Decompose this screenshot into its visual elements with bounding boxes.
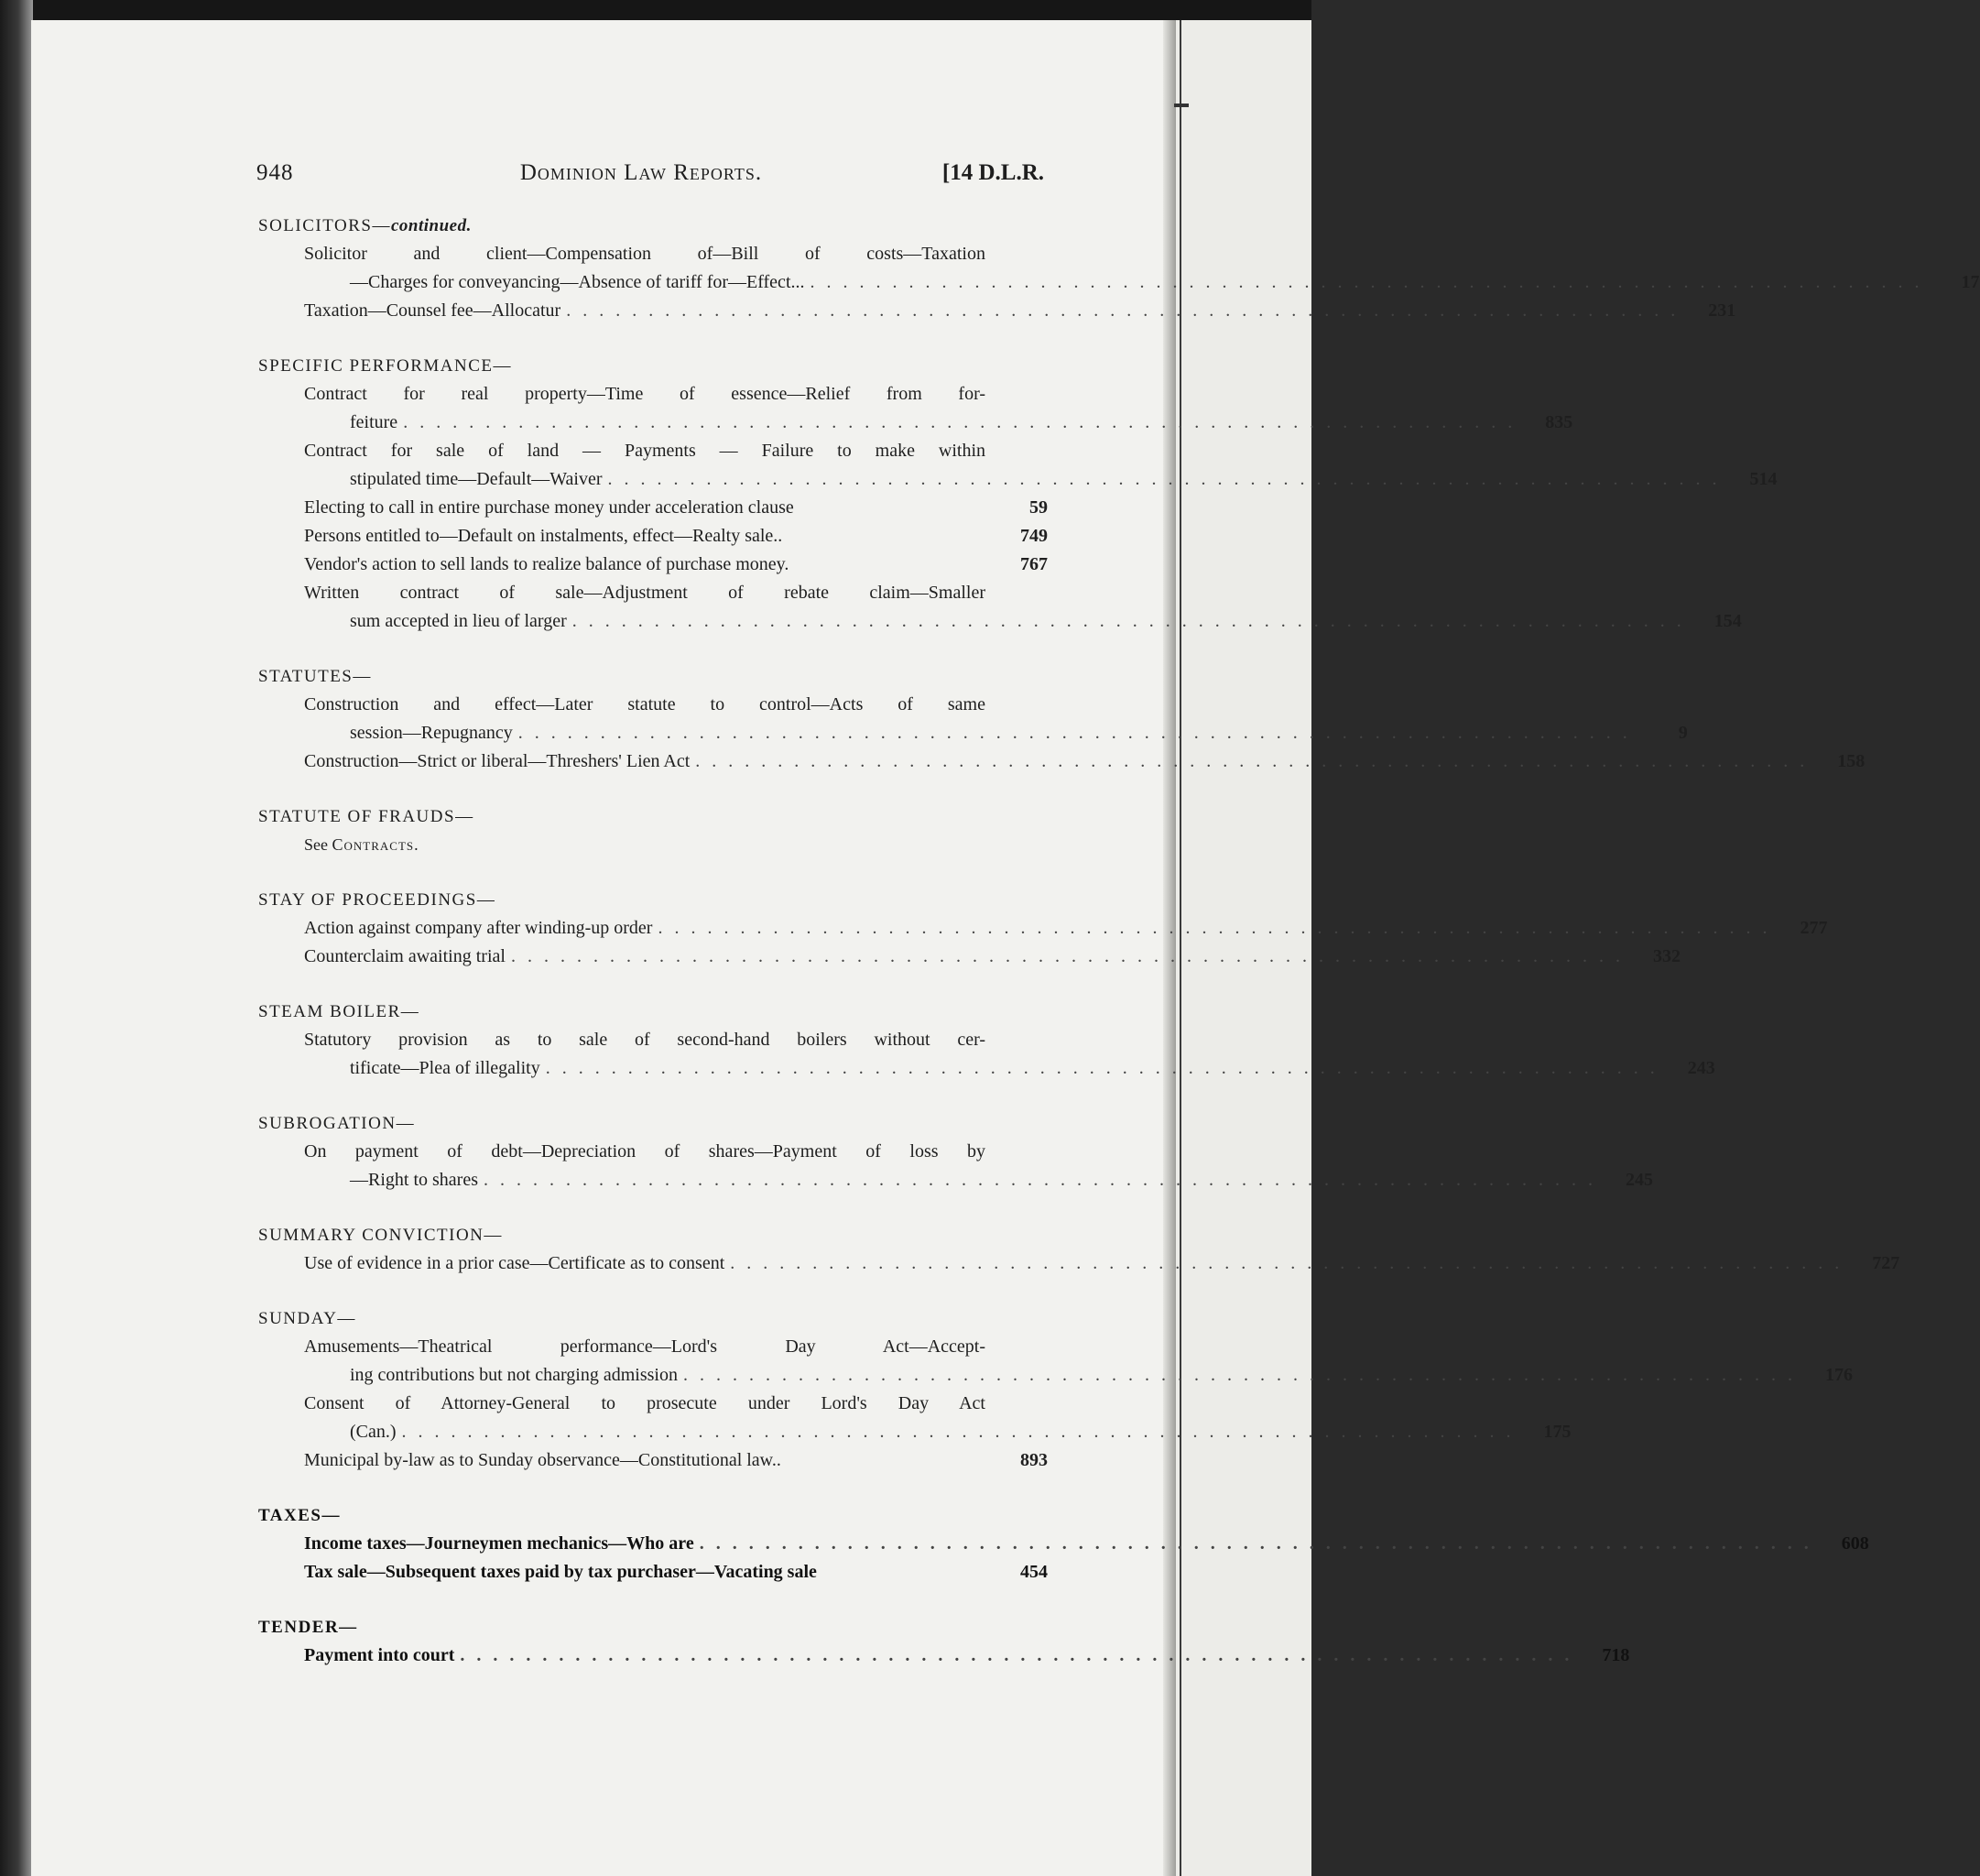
entry-line: On payment of debt—Depreciation of shares—Payment of loss by — [304, 1141, 985, 1162]
index-section — [258, 1222, 1900, 1278]
entry-line — [258, 1446, 1048, 1475]
section-heading-text: SUBROGATION— — [258, 1114, 416, 1133]
cross-reference — [258, 831, 1048, 859]
page-reference: 59 — [1029, 497, 1048, 518]
entry-line — [258, 1530, 1869, 1558]
entry-line — [258, 409, 1573, 437]
index-entry — [258, 1026, 1715, 1083]
section-heading — [258, 803, 1048, 831]
entry-line — [258, 719, 1688, 747]
index-entry — [258, 1249, 1900, 1278]
section-heading — [258, 887, 1048, 914]
entry-line: Consent of Attorney-General to prosecute under Lord's Day Act — [304, 1393, 985, 1413]
dot-leader — [794, 551, 991, 579]
index-entry — [258, 240, 1980, 297]
section-heading-text: STEAM BOILER— — [258, 1002, 420, 1021]
dot-leader — [788, 522, 991, 551]
entry-line: Solicitor and client—Compensation of—Bill of costs—Taxation — [304, 244, 985, 264]
volume-label: [14 D.L.R. — [941, 160, 1044, 185]
entry-text: —Right to shares — [350, 1170, 478, 1190]
page-reference: 893 — [1020, 1450, 1048, 1470]
index-entry — [258, 579, 1742, 636]
section-heading — [258, 1110, 1048, 1138]
section-heading-text: SUNDAY— — [258, 1309, 356, 1328]
page-reference: 231 — [1708, 300, 1736, 321]
cross-reference-prefix: See — [304, 835, 328, 854]
dot-leader: . . . . . . . . . . . . . . . . . . . . . . . . . . . . . . . . . . . . . . . . . . . . . . . . . . . . . . . . . . . . . . . . . . . . — [730, 1253, 1844, 1273]
entry-text: Use of evidence in a prior case—Certificate as to consent — [304, 1253, 725, 1273]
dot-leader: . . . . . . . . . . . . . . . . . . . . . . . . . . . . . . . . . . . . . . . . . . . . . . . . . . . . . . . . . . . . . . . . . . . . — [484, 1170, 1596, 1190]
running-head — [238, 160, 1044, 193]
page-reference: 158 — [1837, 751, 1866, 771]
entry-line — [258, 1249, 1900, 1278]
entry-text: Construction—Strict or liberal—Threshers' Lien Act — [304, 751, 691, 771]
entry-line — [258, 1054, 1715, 1083]
entry-line — [258, 1642, 1630, 1670]
entry-text: (Can.) — [350, 1422, 397, 1442]
index-entry — [258, 1558, 1048, 1587]
page-number: 948 — [256, 160, 294, 185]
entry-text: Electing to call in entire purchase money under acceleration clause — [304, 497, 794, 518]
entry-line — [258, 607, 1742, 636]
page-reference: 454 — [1020, 1562, 1048, 1582]
scan-top-edge — [0, 0, 1311, 20]
index-section — [258, 887, 1828, 971]
entry-line — [258, 1418, 1572, 1446]
dot-leader: . . . . . . . . . . . . . . . . . . . . . . . . . . . . . . . . . . . . . . . . . . . . . . . . . . . . . . . . . . . . . . . . . . . . — [460, 1645, 1573, 1665]
facing-page-mark — [1174, 104, 1189, 107]
index-section — [258, 213, 1980, 325]
page-reference: 9 — [1678, 723, 1688, 743]
entry-line — [258, 268, 1980, 297]
page-reference: 332 — [1652, 946, 1681, 966]
section-heading — [258, 998, 1048, 1026]
cross-reference-target: Contracts. — [332, 835, 419, 854]
section-heading — [258, 1305, 1048, 1333]
entry-line — [258, 1166, 1653, 1194]
entry-text: session—Repugnancy — [350, 723, 513, 743]
dot-leader: . . . . . . . . . . . . . . . . . . . . . . . . . . . . . . . . . . . . . . . . . . . . . . . . . . . . . . . . . . . . . . . . . . . . — [566, 300, 1680, 321]
index-section — [258, 803, 1048, 859]
entry-line: Written contract of sale—Adjustment of rebate claim—Smaller — [304, 583, 985, 603]
dot-leader: . . . . . . . . . . . . . . . . . . . . . . . . . . . . . . . . . . . . . . . . . . . . . . . . . . . . . . . . . . . . . . . . . . . . — [682, 1365, 1796, 1385]
index-entry — [258, 1390, 1572, 1446]
entry-text: Municipal by-law as to Sunday observance—Constitutional law.. — [304, 1450, 781, 1470]
index-section — [258, 998, 1715, 1083]
index-section — [258, 1110, 1653, 1194]
index-entry — [258, 437, 1778, 494]
section-heading-text: STAY OF PROCEEDINGS— — [258, 890, 496, 910]
entry-line — [258, 494, 1048, 522]
entry-line: Statutory provision as to sale of second-hand boilers without cer- — [304, 1030, 985, 1050]
entry-line: Contract for real property—Time of essence—Relief from for- — [304, 384, 985, 404]
page-reference: 514 — [1749, 469, 1778, 489]
entry-line: Contract for sale of land — Payments — Failure to make within — [304, 441, 985, 461]
index-entry — [258, 691, 1688, 747]
dot-leader — [800, 494, 991, 522]
page-reference: 154 — [1713, 611, 1742, 631]
section-heading-text: STATUTE OF FRAUDS— — [258, 807, 474, 826]
entry-line — [258, 943, 1681, 971]
dot-leader: . . . . . . . . . . . . . . . . . . . . . . . . . . . . . . . . . . . . . . . . . . . . . . . . . . . . . . . . . . . . . . . . . . . . — [607, 469, 1721, 489]
entry-line: Amusements—Theatrical performance—Lord's Day Act—Accept- — [304, 1336, 985, 1357]
page-reference: 608 — [1841, 1533, 1869, 1554]
page-reference: 767 — [1020, 554, 1048, 574]
entry-text: ing contributions but not charging admission — [350, 1365, 678, 1385]
section-heading — [258, 1614, 1048, 1642]
dot-leader: . . . . . . . . . . . . . . . . . . . . . . . . . . . . . . . . . . . . . . . . . . . . . . . . . . . . . . . . . . . . . . . . . . . . — [658, 918, 1771, 938]
entry-text: tificate—Plea of illegality — [350, 1058, 540, 1078]
entry-text: Payment into court — [304, 1645, 455, 1665]
page-reference: 727 — [1872, 1253, 1900, 1273]
index-section — [258, 1305, 1853, 1475]
index-section — [258, 1614, 1630, 1670]
entry-text: stipulated time—Default—Waiver — [350, 469, 603, 489]
entry-line — [258, 1558, 1048, 1587]
entry-line — [258, 747, 1866, 776]
entry-line — [258, 551, 1048, 579]
section-heading-text: SOLICITORS— — [258, 216, 391, 235]
section-heading-text: TENDER— — [258, 1618, 358, 1637]
index-entry — [258, 1138, 1653, 1194]
index-entry — [258, 943, 1681, 971]
index-section — [258, 353, 1778, 636]
journal-title: Dominion Law Reports. — [519, 160, 763, 185]
section-heading — [258, 353, 1048, 380]
entry-text: Action against company after winding-up order — [304, 918, 653, 938]
entry-line: Construction and effect—Later statute to control—Acts of same — [304, 694, 985, 714]
section-heading-text: SPECIFIC PERFORMANCE— — [258, 356, 512, 376]
page-reference: 176 — [1824, 1365, 1853, 1385]
entry-text: Vendor's action to sell lands to realize balance of purchase money. — [304, 554, 789, 574]
entry-line — [258, 465, 1778, 494]
dot-leader: . . . . . . . . . . . . . . . . . . . . . . . . . . . . . . . . . . . . . . . . . . . . . . . . . . . . . . . . . . . . . . . . . . . . — [401, 1422, 1515, 1442]
index-entry — [258, 1333, 1853, 1390]
index-entries — [258, 213, 1980, 1670]
page-reference: 243 — [1687, 1058, 1715, 1078]
entry-text: Counterclaim awaiting trial — [304, 946, 506, 966]
dot-leader: . . . . . . . . . . . . . . . . . . . . . . . . . . . . . . . . . . . . . . . . . . . . . . . . . . . . . . . . . . . . . . . . . . . . — [810, 272, 1923, 292]
section-heading-text: STATUTES— — [258, 667, 372, 686]
index-entry — [258, 551, 1048, 579]
section-heading-text: TAXES— — [258, 1506, 341, 1525]
dot-leader — [822, 1558, 991, 1587]
page-reference: 718 — [1602, 1645, 1630, 1665]
section-heading — [258, 1222, 1048, 1249]
index-entry — [258, 1642, 1630, 1670]
entry-line — [258, 1361, 1853, 1390]
index-entry — [258, 380, 1573, 437]
dot-leader — [787, 1446, 991, 1475]
entry-text: Taxation—Counsel fee—Allocatur — [304, 300, 561, 321]
dot-leader: . . . . . . . . . . . . . . . . . . . . . . . . . . . . . . . . . . . . . . . . . . . . . . . . . . . . . . . . . . . . . . . . . . . . — [403, 412, 1517, 432]
page-reference: 175 — [1543, 1422, 1572, 1442]
index-entry — [258, 914, 1828, 943]
page-reference: 17 — [1961, 272, 1980, 292]
entry-line — [258, 914, 1828, 943]
page-reference: 245 — [1626, 1170, 1653, 1190]
section-heading-text: SUMMARY CONVICTION— — [258, 1226, 503, 1245]
page-reference: 277 — [1800, 918, 1828, 938]
dot-leader: . . . . . . . . . . . . . . . . . . . . . . . . . . . . . . . . . . . . . . . . . . . . . . . . . . . . . . . . . . . . . . . . . . . . — [695, 751, 1809, 771]
entry-text: sum accepted in lieu of larger — [350, 611, 567, 631]
index-entry — [258, 297, 1736, 325]
section-heading-continued: continued. — [390, 216, 472, 235]
index-entry — [258, 1446, 1048, 1475]
index-entry — [258, 747, 1866, 776]
section-heading — [258, 663, 1048, 691]
dot-leader: . . . . . . . . . . . . . . . . . . . . . . . . . . . . . . . . . . . . . . . . . . . . . . . . . . . . . . . . . . . . . . . . . . . . — [571, 611, 1685, 631]
entry-line — [258, 297, 1736, 325]
entry-text: feiture — [350, 412, 398, 432]
dot-leader: . . . . . . . . . . . . . . . . . . . . . . . . . . . . . . . . . . . . . . . . . . . . . . . . . . . . . . . . . . . . . . . . . . . . — [517, 723, 1631, 743]
index-entry — [258, 522, 1048, 551]
section-heading — [258, 213, 1048, 240]
index-entry — [258, 494, 1048, 522]
index-entry — [258, 1530, 1869, 1558]
page-reference: 749 — [1020, 526, 1048, 546]
entry-text: Tax sale—Subsequent taxes paid by tax purchaser—Vacating sale — [304, 1562, 817, 1582]
section-heading — [258, 1502, 1048, 1530]
entry-text: Income taxes—Journeymen mechanics—Who are — [304, 1533, 694, 1554]
entry-text: —Charges for conveyancing—Absence of tariff for—Effect... — [350, 272, 805, 292]
index-section — [258, 1502, 1869, 1587]
dot-leader: . . . . . . . . . . . . . . . . . . . . . . . . . . . . . . . . . . . . . . . . . . . . . . . . . . . . . . . . . . . . . . . . . . . . — [510, 946, 1624, 966]
index-section — [258, 663, 1866, 776]
entry-text: Persons entitled to—Default on instalments, effect—Realty sale.. — [304, 526, 783, 546]
dot-leader: . . . . . . . . . . . . . . . . . . . . . . . . . . . . . . . . . . . . . . . . . . . . . . . . . . . . . . . . . . . . . . . . . . . . — [545, 1058, 1659, 1078]
page-reference: 835 — [1545, 412, 1573, 432]
entry-line — [258, 522, 1048, 551]
dot-leader: . . . . . . . . . . . . . . . . . . . . . . . . . . . . . . . . . . . . . . . . . . . . . . . . . . . . . . . . . . . . . . . . . . . . — [699, 1533, 1812, 1554]
scan-left-edge — [0, 0, 33, 1876]
